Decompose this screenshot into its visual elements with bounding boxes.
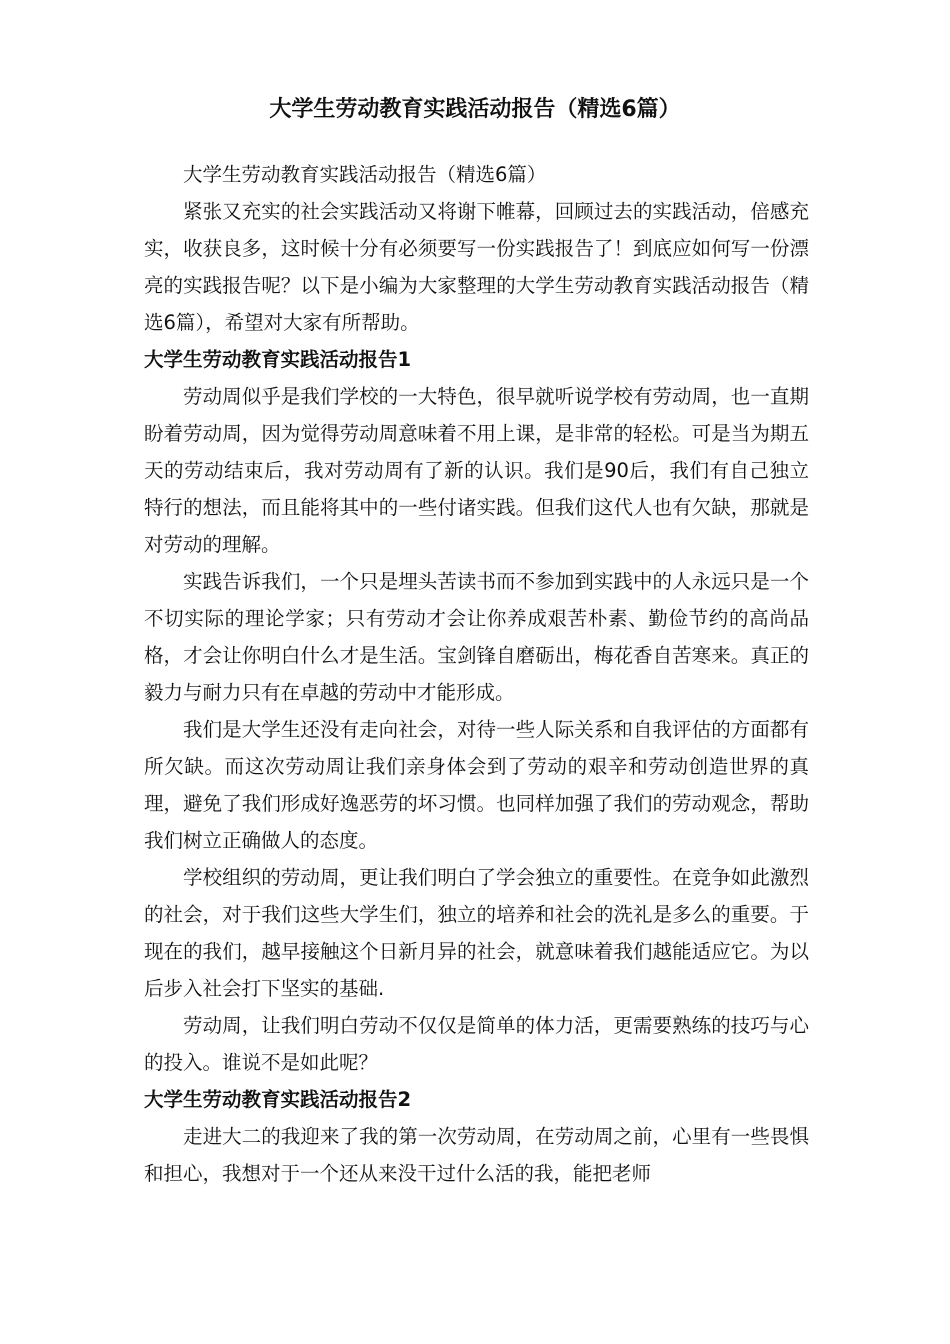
subtitle-paragraph: 大学生劳动教育实践活动报告（精选6篇） xyxy=(183,163,547,186)
document-title: 大学生劳动教育实践活动报告（精选6篇） xyxy=(269,97,681,122)
section-1-paragraph-2: 实践告诉我们，一个只是埋头苦读书而不参加到实践中的人永远只是一个不切实际的理论学家；只有劳动才会让你养成艰苦朴素、勤俭节约的高尚品格，才会让你明白什么才是生活。宝剑锋自磨砺出，梅花香自苦寒来。真正的毅力与耐力只有在卓越的劳动中才能形成。 xyxy=(144,570,809,704)
section-1-paragraph-4: 学校组织的劳动周，更让我们明白了学会独立的重要性。在竞争如此激烈的社会，对于我们这些大学生们，独立的培养和社会的洗礼是多么的重要。于现在的我们，越早接触这个日新月异的社会，就意味着我们越能适应它。为以后步入社会打下坚实的基础. xyxy=(144,866,809,1000)
section-heading-2: 大学生劳动教育实践活动报告2 xyxy=(144,1088,412,1111)
section-heading-1: 大学生劳动教育实践活动报告1 xyxy=(144,348,412,371)
section-1-paragraph-5: 劳动周，让我们明白劳动不仅仅是简单的体力活，更需要熟练的技巧与心的投入。谁说不是如此呢？ xyxy=(144,1014,809,1074)
section-2-paragraph-1: 走进大二的我迎来了我的第一次劳动周，在劳动周之前，心里有一些畏惧和担心，我想对于一个还从来没干过什么活的我，能把老师 xyxy=(144,1125,809,1185)
document-body xyxy=(144,156,809,1192)
section-1-paragraph-3: 我们是大学生还没有走向社会，对待一些人际关系和自我评估的方面都有所欠缺。而这次劳动周让我们亲身体会到了劳动的艰辛和劳动创造世界的真理，避免了我们形成好逸恶劳的坏习惯。也同样加强了我们的劳动观念，帮助我们树立正确做人的态度。 xyxy=(144,718,809,852)
section-1-paragraph-1: 劳动周似乎是我们学校的一大特色，很早就听说学校有劳动周，也一直期盼着劳动周，因为觉得劳动周意味着不用上课，是非常的轻松。可是当为期五天的劳动结束后，我对劳动周有了新的认识。我们是90后，我们有自己独立特行的想法，而且能将其中的一些付诸实践。但我们这代人也有欠缺，那就是对劳动的理解。 xyxy=(144,385,809,556)
intro-paragraph: 紧张又充实的社会实践活动又将谢下帷幕，回顾过去的实践活动，倍感充实，收获良多，这时候十分有必须要写一份实践报告了！到底应如何写一份漂亮的实践报告呢？以下是小编为大家整理的大学生劳动教育实践活动报告（精选6篇），希望对大家有所帮助。 xyxy=(144,200,809,334)
